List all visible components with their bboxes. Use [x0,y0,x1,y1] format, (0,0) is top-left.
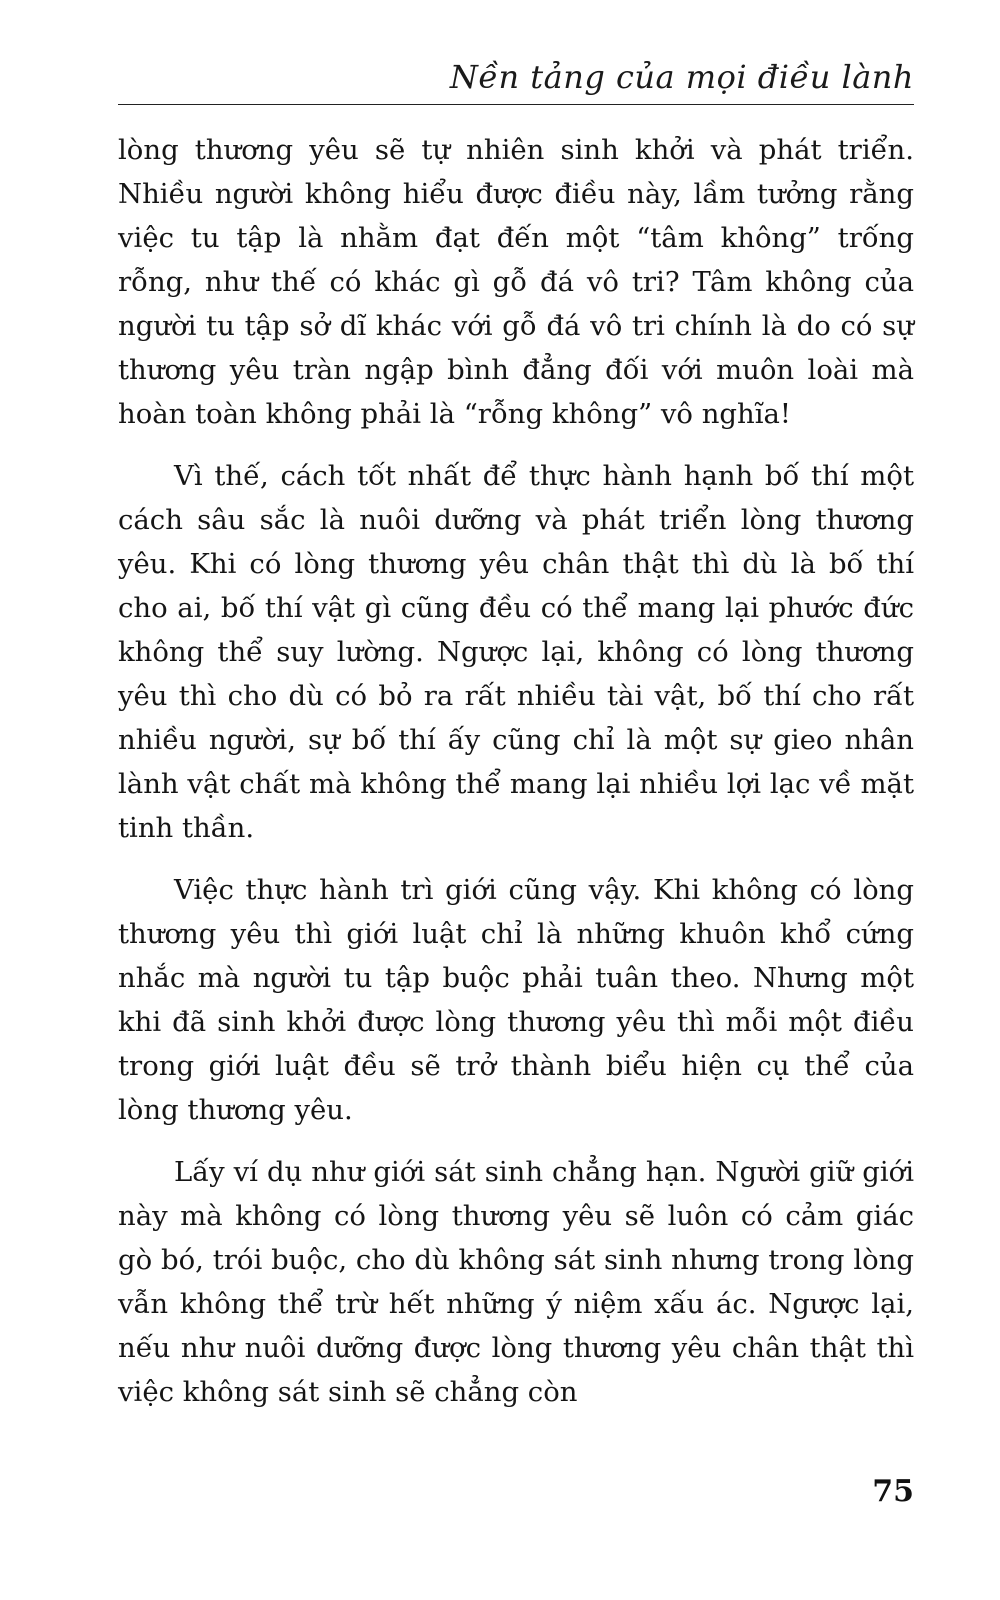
paragraph-4: Lấy ví dụ như giới sát sinh chẳng hạn. Người giữ giới này mà không có lòng thương yêu sẽ luôn có cảm giác gò bó, trói buộc, cho dù không sát sinh nhưng trong lòng vẫn không thể trừ hết những ý niệm xấu ác. Ngược lại, nếu như nuôi dưỡng được lòng thương yêu chân thật thì việc không sát sinh sẽ chẳng còn [118,1156,914,1408]
running-title: Nền tảng của mọi điều lành [449,58,914,96]
page-number: 75 [872,1474,914,1509]
running-header [118,54,914,105]
body-text [118,128,914,1432]
paragraph-1: lòng thương yêu sẽ tự nhiên sinh khởi và phát triển. Nhiều người không hiểu được điều này, lầm tưởng rằng việc tu tập là nhằm đạt đến một “tâm không” trống rỗng, như thế có khác gì gỗ đá vô tri? Tâm không của người tu tập sở dĩ khác với gỗ đá vô tri chính là do có sự thương yêu tràn ngập bình đẳng đối với muôn loài mà hoàn toàn không phải là “rỗng không” vô nghĩa! [118,134,914,430]
paragraph-2: Vì thế, cách tốt nhất để thực hành hạnh bố thí một cách sâu sắc là nuôi dưỡng và phát triển lòng thương yêu. Khi có lòng thương yêu chân thật thì dù là bố thí cho ai, bố thí vật gì cũng đều có thể mang lại phước đức không thể suy lường. Ngược lại, không có lòng thương yêu thì cho dù có bỏ ra rất nhiều tài vật, bố thí cho rất nhiều người, sự bố thí ấy cũng chỉ là một sự gieo nhân lành vật chất mà không thể mang lại nhiều lợi lạc về mặt tinh thần. [118,460,914,844]
paragraph-3: Việc thực hành trì giới cũng vậy. Khi không có lòng thương yêu thì giới luật chỉ là những khuôn khổ cứng nhắc mà người tu tập buộc phải tuân theo. Nhưng một khi đã sinh khởi được lòng thương yêu thì mỗi một điều trong giới luật đều sẽ trở thành biểu hiện cụ thể của lòng thương yêu. [118,874,914,1126]
